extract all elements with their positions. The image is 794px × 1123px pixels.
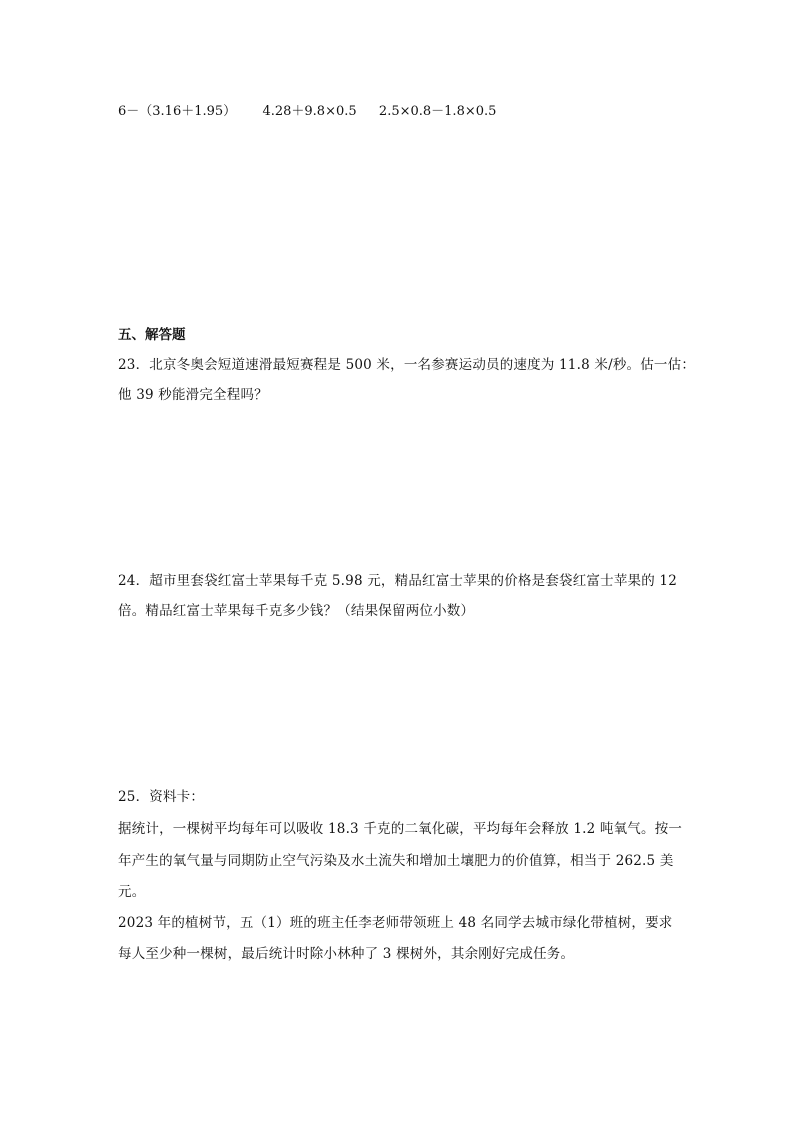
- calc-expression-2: 4.28＋9.8×0.5: [262, 104, 357, 119]
- calc-expression-1: 6－（3.16＋1.95）: [118, 104, 237, 119]
- question-24-line-1: 24．超市里套袋红富士苹果每千克 5.98 元，精品红富士苹果的价格是套袋红富士苹果的 12: [118, 573, 677, 589]
- question-23-line-1: 23．北京冬奥会短道速滑最短赛程是 500 米，一名参赛运动员的速度为 11.8 米/秒。估一估：: [118, 357, 696, 373]
- question-25-line: 年产生的氧气量与同期防止空气污染及水土流失和增加土壤肥力的价值算，相当于 262.5 美: [118, 853, 674, 869]
- question-25-line: 据统计，一棵树平均每年可以吸收 18.3 千克的二氧化碳，平均每年会释放 1.2 吨氧气。按一: [118, 821, 683, 837]
- question-25-label: 25．资料卡：: [118, 789, 205, 805]
- question-23-line-2: 他 39 秒能滑完全程吗？: [118, 387, 268, 403]
- question-25-line: 2023 年的植树节，五（1）班的班主任李老师带领班上 48 名同学去城市绿化带植树，要求: [118, 915, 673, 931]
- question-25-line: 每人至少种一棵树，最后统计时除小林种了 3 棵树外，其余刚好完成任务。: [118, 946, 575, 962]
- calc-expression-3: 2.5×0.8－1.8×0.5: [378, 104, 497, 119]
- question-25-line: 元。: [118, 884, 146, 900]
- calculation-row: [118, 102, 496, 122]
- section-title: 五、解答题: [118, 327, 186, 343]
- question-24-line-2: 倍。精品红富士苹果每千克多少钱？（结果保留两位小数）: [118, 603, 475, 619]
